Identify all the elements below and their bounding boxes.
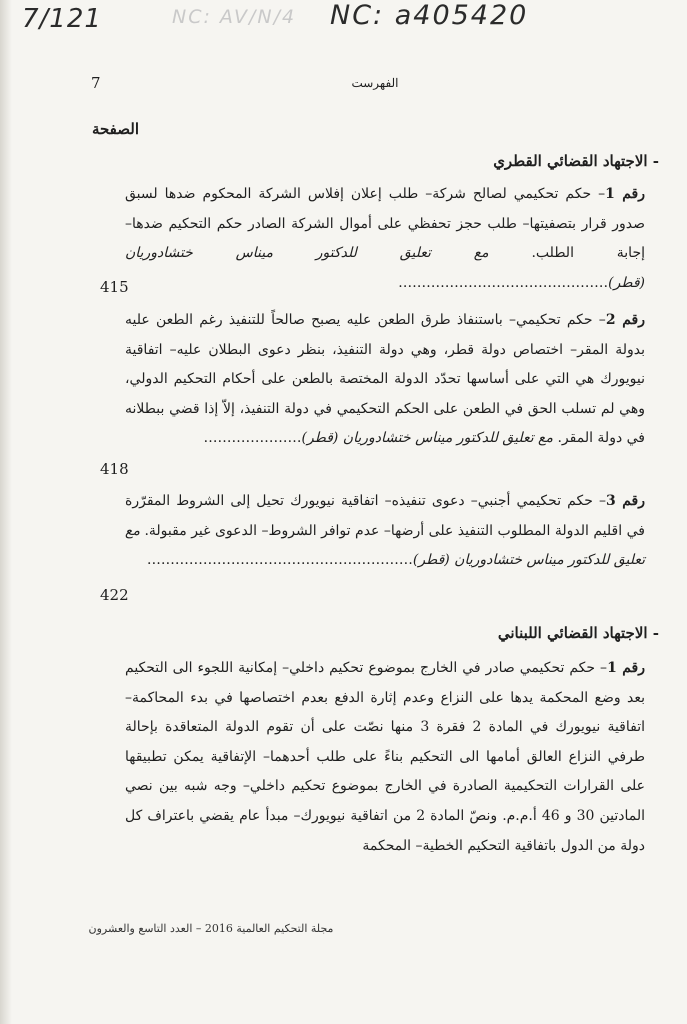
entry-dots: ………………………………………………… [146,552,413,569]
entry-number: رقم 2 [605,312,645,328]
entry-page-415: 415 [100,278,129,296]
entry-text: – حكم تحكيمي لصالح شركة– طلب إعلان إفلاس الشركة المحكوم ضدها لسبق صدور قرار بتصفيتها– طلب حجز تحفظي على أموال الشركة الصادر حكم التحكيم ضدها– إجابة الطلب. [125,186,645,262]
entry-page-418: 418 [100,460,129,478]
handwritten-number: 7/121 [22,4,102,34]
running-title: الفهرست [351,76,399,90]
entry-dots: ………………… [203,430,302,447]
entry-number: رقم 1 [605,186,645,202]
handwritten-reference: NC: a405420 [330,0,529,31]
faint-handwriting: NC: AV/N/4 [172,6,297,28]
page-column-heading: الصفحة [91,120,139,138]
page-spine-shadow [0,0,12,1024]
page-footer: مجلة التحكيم العالمية 2016 – العدد التاسع والعشرون [88,922,334,935]
entry-page-422: 422 [100,586,129,604]
entry-comment: مع تعليق للدكتور ميناس ختشادوريان (قطر) [301,430,554,447]
entry-number: رقم 3 [605,493,645,509]
section-title-lebanon: - الاجتهاد القضائي اللبناني [497,624,659,642]
section-title-qatar: - الاجتهاد القضائي القطري [493,152,659,170]
entry-comment: مع تعليق للدكتور ميناس ختشادوريان (قطر) [125,245,645,291]
entry-text: – حكم تحكيمي أجنبي– دعوى تنفيذه– اتفاقية نيويورك تحيل إلى الشروط المقرّرة في اقليم الدولة المطلوب التنفيذ على أرضها– عدم توافر الشروط– الدعوى غير مقبولة. [125,493,645,539]
entry-comment: مع تعليق للدكتور ميناس ختشادوريان (قطر) [125,522,645,569]
entry-text: – حكم تحكيمي صادر في الخارج بموضوع تحكيم داخلي– إمكانية اللجوء الى التحكيم بعد وضع المحكمة يدها على النزاع وعدم إثارة الدفع بعدم اختصاصها في بدء المحاكمة– اتفاقية نيويورك في المادة 2 فقرة 3 منها نصّت على أن تقوم الدولة المتعاقدة بإحالة طرفي النزاع العالق أمامها الى التحكيم بناءً على طلب أحدهما– الإتفاقية يمكن تطبيقها على القرارات التحكيمية الصادرة في الخارج بموضوع تحكيم داخلي– وجه شبه بين نصي المادتين 30 و 46 أ.م.م. ونصّ المادة 2 من اتفاقية نيويورك– مبدأ عام يقضي باعتراف كل دولة من الدول باتفاقية التحكيم الخطية– المحكمة [125,660,646,854]
toc-entry-3 [125,487,645,576]
entry-dots: ……………………………………… [398,274,609,291]
toc-entry-1 [125,180,645,298]
toc-entry-2 [125,306,645,454]
entry-text: – حكم تحكيمي– باستنفاذ طرق الطعن عليه يصبح صالحاً للتنفيذ رغم الطعن عليه بدولة المقر– اختصاص دولة قطر، وهي دولة التنفيذ، بنظر دعوى البطلان عليه– اتفاقية نيويورك هي التي على أساسها تحدّد الدولة المختصة بالطعن على أحكام التحكيم الدولي، وهي لم تسلب الحق في الطعن على الحكم التحكيمي في دولة التنفيذ، إلاّ إذا قضي ببطلانه في دولة المقر. [125,312,645,447]
entry-number: رقم 1 [607,660,645,676]
page-number: 7 [91,74,101,92]
toc-entry-4 [125,654,645,861]
